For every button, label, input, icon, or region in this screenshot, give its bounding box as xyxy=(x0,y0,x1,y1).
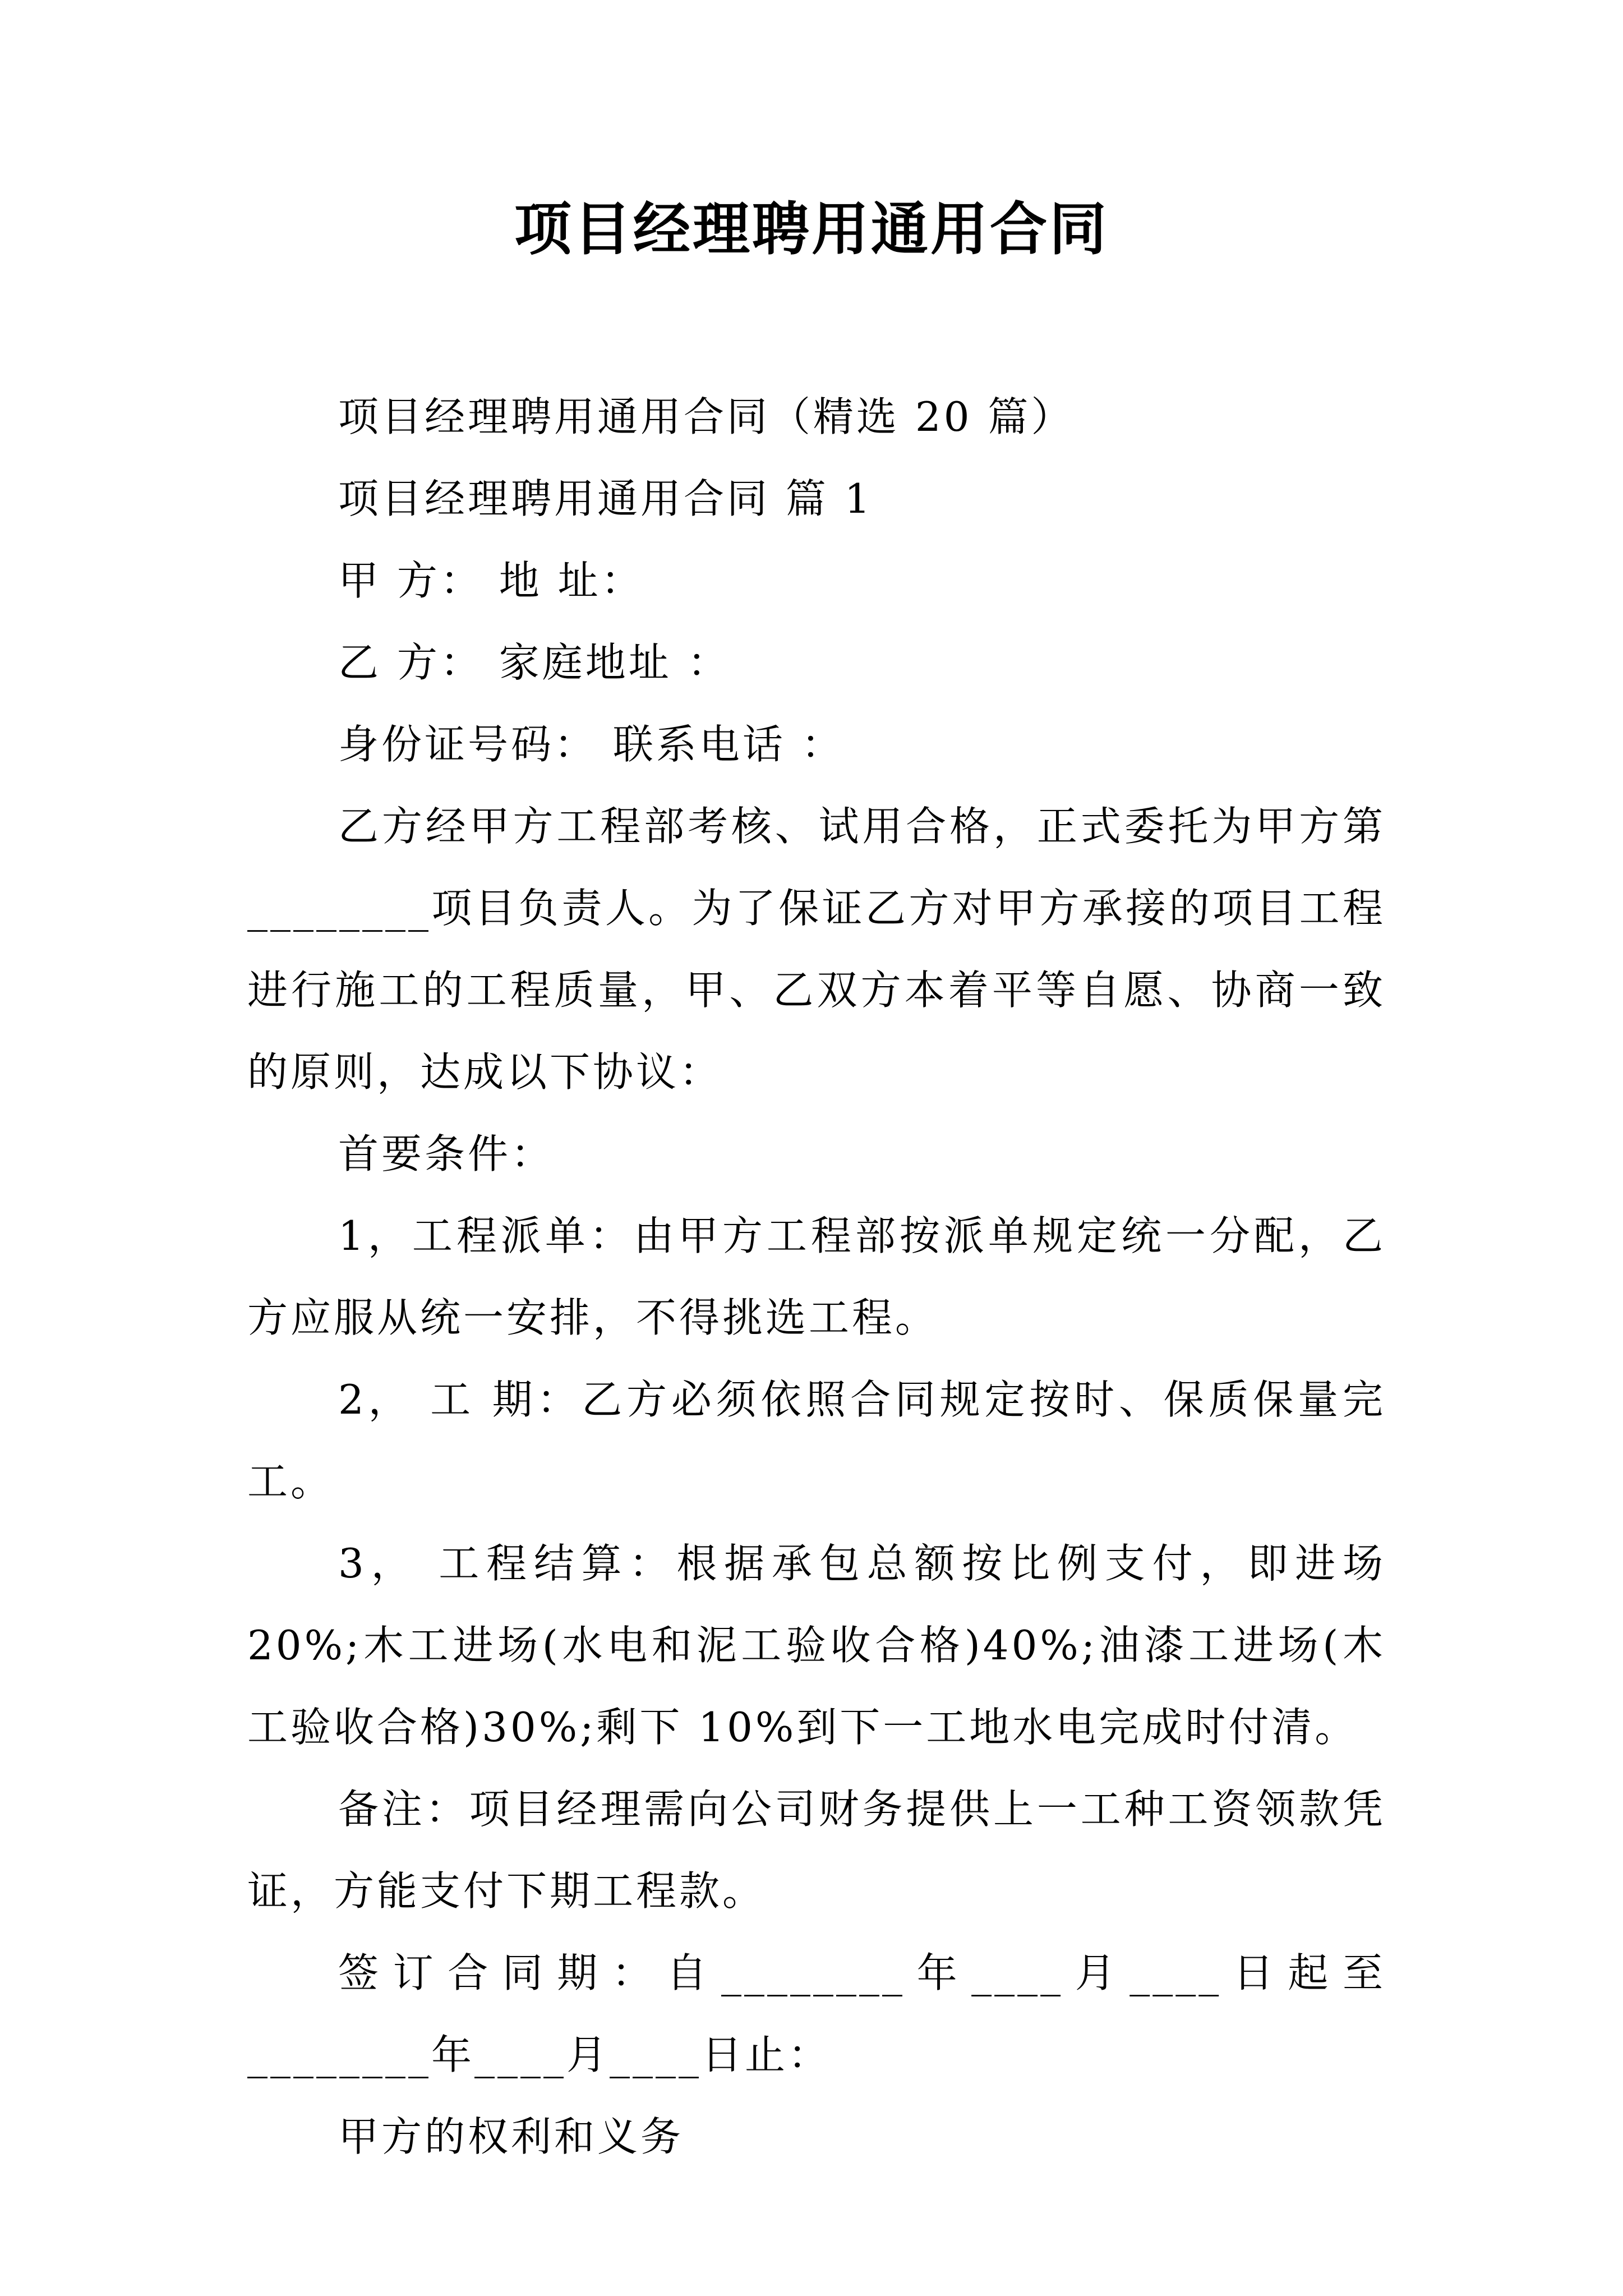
paragraph-section-heading: 项目经理聘用通用合同 篇 1 xyxy=(338,475,873,522)
paragraph-primary-conditions: 首要条件： xyxy=(338,1130,555,1177)
paragraph-party-a: 甲 方： 地 址： xyxy=(338,557,644,604)
document-title: 项目经理聘用通用合同 xyxy=(514,196,1109,263)
paragraph-party-b: 乙 方： 家庭地址 ： xyxy=(338,639,731,686)
paragraph-intro: 乙方经甲方工程部考核、试用合格，正式委托为甲方第________项目负责人。为了保证乙方对甲方承接的项目工程进行施工的工程质量，甲、乙双方本着平等自愿、协商一致的原则，达成以下协议： xyxy=(247,803,1386,1096)
paragraph-id-contact: 身份证号码： 联系电话 ： xyxy=(338,721,845,768)
paragraph-item-2: 2， 工 期：乙方必须依照合同规定按时、保质保量完工。 xyxy=(247,1376,1386,1505)
document-body xyxy=(247,376,1386,2178)
paragraph-note: 备注：项目经理需向公司财务提供上一工种工资领款凭证，方能支付下期工程款。 xyxy=(247,1786,1386,1915)
paragraph-party-a-rights: 甲方的权利和义务 xyxy=(338,2113,684,2160)
paragraph-contract-period: 签订合同期：自________年____月____日起至________年____月____日止： xyxy=(247,1949,1386,2078)
paragraph-item-3: 3， 工程结算：根据承包总额按比例支付，即进场 20%;木工进场(水电和泥工验收合格)40%;油漆工进场(木工验收合格)30%;剩下 10%到下一工地水电完成时付清。 xyxy=(247,1540,1386,1751)
paragraph-item-1: 1，工程派单：由甲方工程部按派单规定统一分配，乙方应服从统一安排，不得挑选工程。 xyxy=(247,1212,1386,1341)
paragraph-subtitle: 项目经理聘用通用合同（精选 20 篇） xyxy=(338,393,1075,440)
